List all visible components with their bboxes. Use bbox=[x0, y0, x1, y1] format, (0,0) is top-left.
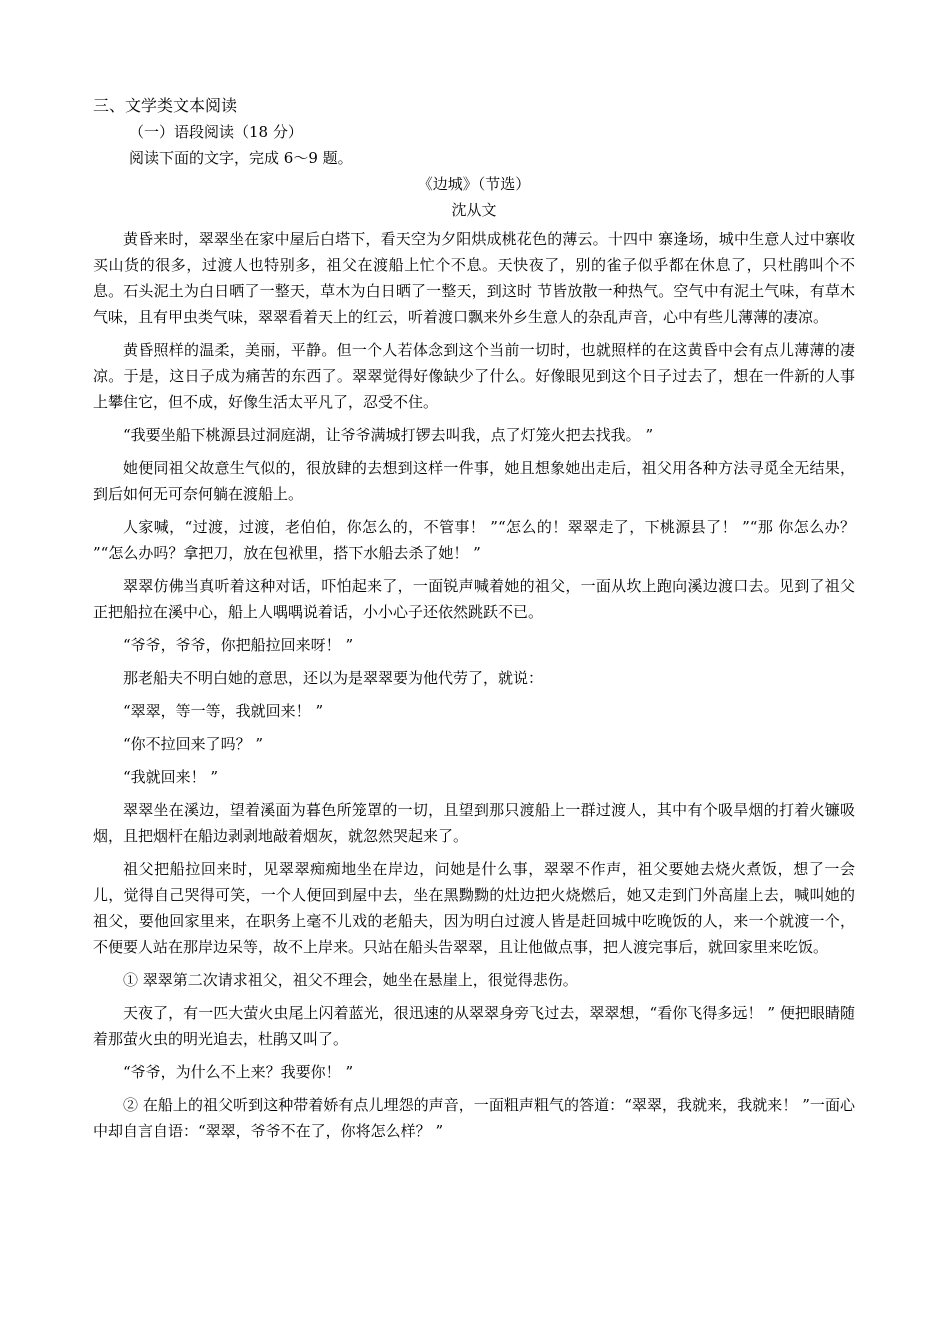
paragraph-16: “爷爷，为什么不上来？我要你！ ” bbox=[123, 1063, 354, 1081]
section-subtitle: （一）语段阅读（18 分） bbox=[129, 123, 303, 141]
section-title: 三、文学类文本阅读 bbox=[93, 96, 238, 115]
paragraph-9: “翠翠，等一等，我就回来！ ” bbox=[123, 702, 324, 720]
article-body bbox=[93, 226, 855, 1144]
paragraph-8: 那老船夫不明白她的意思，还以为是翠翠要为他代劳了，就说： bbox=[123, 669, 544, 687]
paragraph-12: 翠翠坐在溪边，望着溪面为暮色所笼罩的一切，且望到那只渡船上一群过渡人，其中有个吸旱烟的打着火镰吸烟，且把烟杆在船边剥剥地敲着烟灰，就忽然哭起来了。 bbox=[93, 801, 855, 845]
paragraph-17: ② 在船上的祖父听到这种带着娇有点儿埋怨的声音，一面粗声粗气的答道：“翠翠，我就来，我就来！ ”一面心中却自言自语：“翠翠，爷爷不在了，你将怎么样？ ” bbox=[93, 1096, 855, 1140]
paragraph-3: “我要坐船下桃源县过洞庭湖，让爷爷满城打锣去叫我，点了灯笼火把去找我。 ” bbox=[123, 426, 654, 444]
article-title: 《边城》（节选） bbox=[417, 175, 531, 193]
paragraph-6: 翠翠仿佛当真听着这种对话，吓怕起来了，一面锐声喊着她的祖父，一面从坎上跑向溪边渡口去。见到了祖父正把船拉在溪中心，船上人喁喁说着话，小小心子还依然跳跃不已。 bbox=[93, 577, 855, 621]
reading-instruction: 阅读下面的文字，完成 6～9 题。 bbox=[129, 149, 353, 167]
paragraph-1: 黄昏来时，翠翠坐在家中屋后白塔下，看天空为夕阳烘成桃花色的薄云。十四中 寨逢场，城中生意人过中寨收买山货的很多，过渡人也特别多，祖父在渡船上忙个不息。天快夜了，别的雀子似乎都在休息了，只杜鹃叫个不息。石头泥土为白日晒了一整天，草木为白日晒了一整天，到这时 节皆放散一种热气。空气中有泥土气味，有草木气味，且有甲虫类气味，翠翠看着天上的红云，听着渡口飘来外乡生意人的杂乱声音，心中有些儿薄薄的凄凉。 bbox=[93, 230, 855, 326]
paragraph-13: 祖父把船拉回来时，见翠翠痴痴地坐在岸边，问她是什么事，翠翠不作声，祖父要她去烧火煮饭，想了一会儿，觉得自己哭得可笑，一个人便回到屋中去，坐在黑黝黝的灶边把火烧燃后，她又走到门外高崖上去，喊叫她的祖父，要他回家里来，在职务上毫不儿戏的老船夫，因为明白过渡人皆是赶回城中吃晚饭的人，来一个就渡一个，不便要人站在那岸边呆等，故不上岸来。只站在船头告翠翠，且让他做点事，把人渡完事后，就回家里来吃饭。 bbox=[93, 860, 855, 956]
document-content bbox=[93, 93, 855, 1151]
paragraph-10: “你不拉回来了吗？ ” bbox=[123, 735, 264, 753]
paragraph-15: 天夜了，有一匹大萤火虫尾上闪着蓝光，很迅速的从翠翠身旁飞过去，翠翠想，“看你飞得多远！ ” 便把眼睛随着那萤火虫的明光追去，杜鹃又叫了。 bbox=[93, 1004, 855, 1048]
paragraph-5: 人家喊，“过渡，过渡，老伯伯，你怎么的，不管事！ ”“怎么的！翠翠走了，下桃源县了！ ”“那 你怎么办？ ”“怎么办吗？拿把刀，放在包袱里，搭下水船去杀了她！ ” bbox=[93, 518, 855, 562]
paragraph-14: ① 翠翠第二次请求祖父，祖父不理会，她坐在悬崖上，很觉得悲伤。 bbox=[123, 971, 578, 989]
article-author: 沈从文 bbox=[451, 201, 497, 219]
paragraph-11: “我就回来！ ” bbox=[123, 768, 219, 786]
paragraph-7: “爷爷，爷爷，你把船拉回来呀！ ” bbox=[123, 636, 354, 654]
paragraph-2: 黄昏照样的温柔，美丽，平静。但一个人若体念到这个当前一切时，也就照样的在这黄昏中会有点儿薄薄的凄凉。于是，这日子成为痛苦的东西了。翠翠觉得好像缺少了什么。好像眼见到这个日子过去了，想在一件新的人事上攀住它，但不成，好像生活太平凡了，忍受不住。 bbox=[93, 341, 855, 411]
paragraph-4: 她便同祖父故意生气似的，很放肆的去想到这样一件事，她且想象她出走后，祖父用各种方法寻觅全无结果，到后如何无可奈何躺在渡船上。 bbox=[93, 459, 855, 503]
